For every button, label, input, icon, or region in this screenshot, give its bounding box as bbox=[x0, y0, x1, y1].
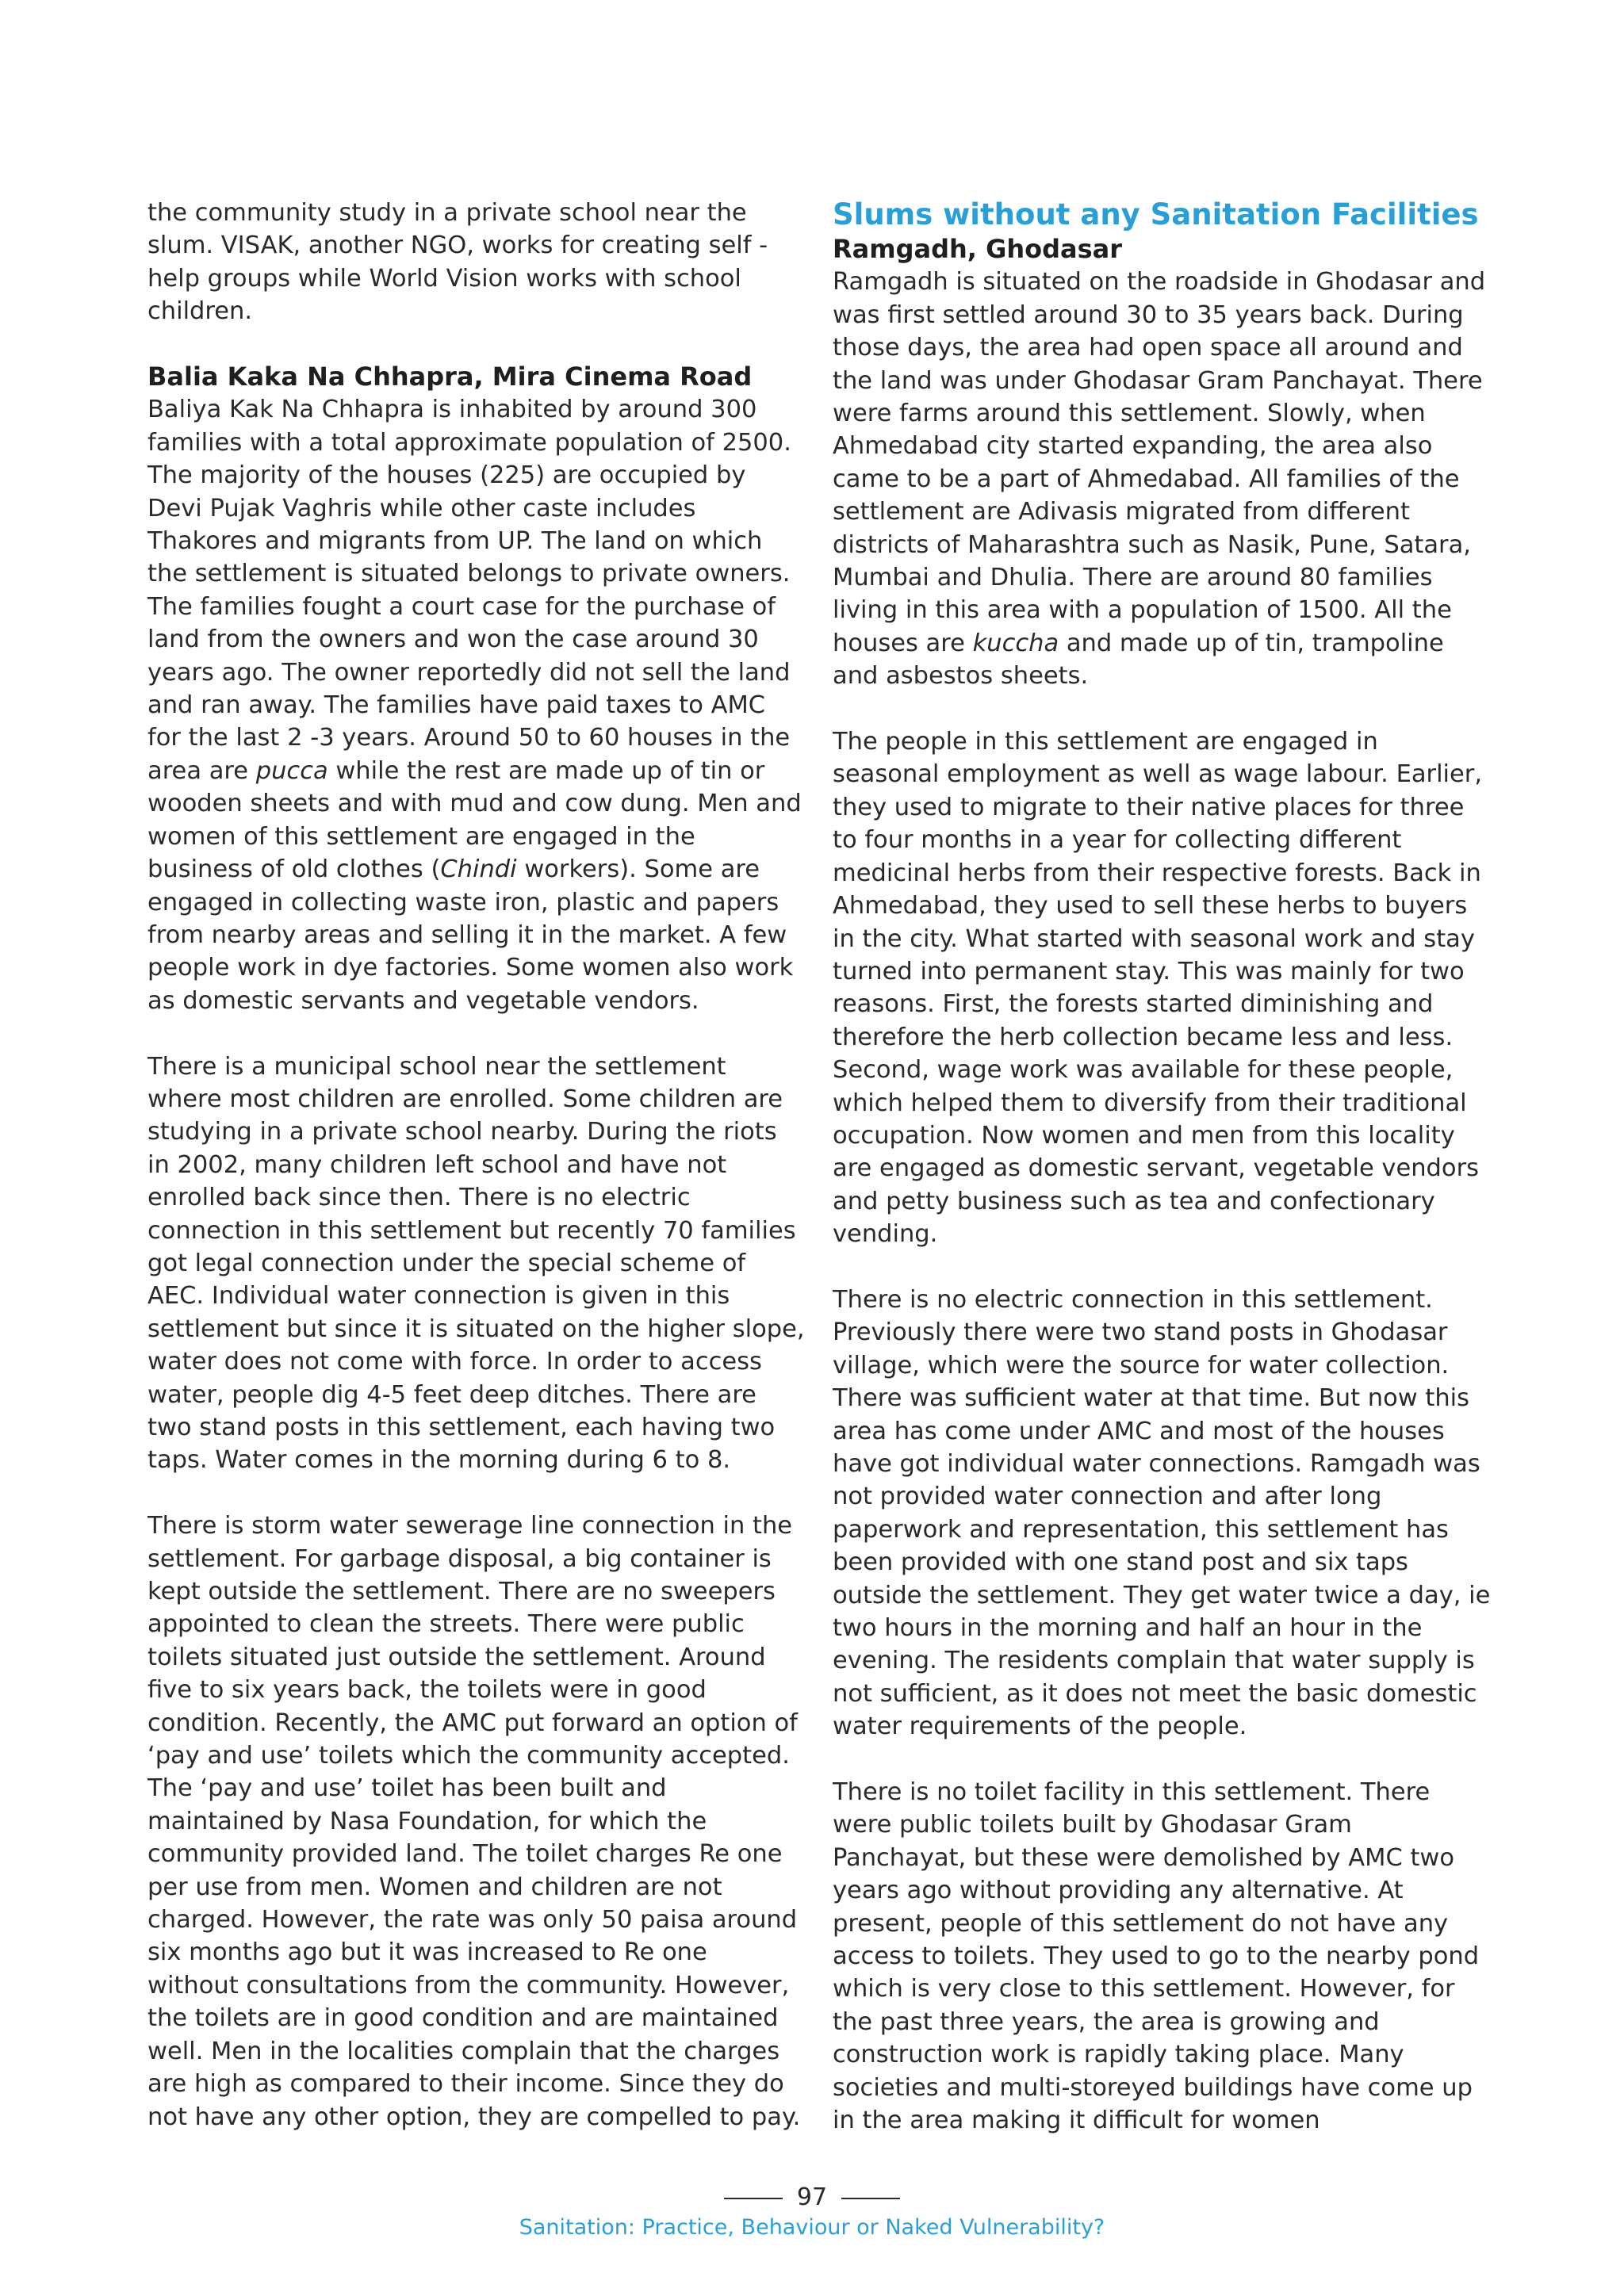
paragraph bbox=[833, 266, 1491, 692]
page-number: 97 bbox=[796, 2183, 828, 2211]
paragraph: There is no toilet facility in this settlement. There were public toilets built by Ghodasar Gram Panchayat, but these were demolished by AMC two years ago without providing any alternative. At present, people of this settlement do not have any access to toilets. They used to go to the nearby pond which is very close to this settlement. However, for the past three years, the area is growing and construction work is rapidly taking place. Many societies and multi-storeyed buildings have come up in the area making it difficult for women bbox=[833, 1778, 1480, 2135]
subheading: Ramgadh, Ghodasar bbox=[833, 234, 1123, 264]
text-run: Ramgadh is situated on the roadside in Ghodasar and was first settled around 30 to 35 years back. During those days, the area had open space all around and the land was under Ghodasar Gram Panchayat. There were farms around this settlement. Slowly, when Ahmedabad city started expanding, the area also came to be a part of Ahmedabad. All families of the settlement are Adivasis migrated from different districts of Maharashtra such as Nasik, Pune, Satara, Mumbai and Dhulia. There are around 80 families living in this area with a population of 1500. All the houses are bbox=[833, 268, 1486, 657]
paragraph: the community study in a private school near the slum. VISAK, another NGO, works for creating self -help groups while World Vision works with school children. bbox=[147, 199, 768, 326]
text-run: while the rest are made up of tin or wooden sheets and with mud and cow dung. Men and women of this settlement are engaged in the business of old clothes ( bbox=[147, 756, 802, 884]
paragraph: There is no electric connection in this settlement. Previously there were two stand posts in Ghodasar village, which were the source for water collection. There was sufficient water at that time. But now this area has come under AMC and most of the houses have got individual water connections. Ramgadh was not provided water connection and after long paperwork and representation, this settlement has been provided with one stand post and six taps outside the settlement. They get water twice a day, ie two hours in the morning and half an hour in the evening. The residents complain that water supply is not sufficient, as it does not meet the basic domestic water requirements of the people. bbox=[833, 1285, 1491, 1741]
text-run: workers). Some are engaged in collecting waste iron, plastic and papers from nearby areas and selling it in the market. A few people work in dye factories. Some women also work as domestic servants and vegetable vendors. bbox=[147, 855, 794, 1015]
running-title: Sanitation: Practice, Behaviour or Naked Vulnerability? bbox=[519, 2215, 1105, 2240]
right-column bbox=[833, 197, 1491, 2137]
paragraph: The people in this settlement are engaged in seasonal employment as well as wage labour. Earlier, they used to migrate to their native places for three to four months in a year for collecting different medicinal herbs from their respective forests. Back in Ahmedabad, they used to sell these herbs to buyers in the city. What started with seasonal work and stay turned into permanent stay. This was mainly for two reasons. First, the forests started diminishing and therefore the herb collection became less and less. Second, wage work was available for these people, which helped them to diversify from their traditional occupation. Now women and men from this locality are engaged as domestic servant, vegetable vendors and petty business such as tea and confectionary vending. bbox=[833, 728, 1483, 1249]
divider bbox=[841, 2198, 900, 2199]
paragraph: There is storm water sewerage line connection in the settlement. For garbage disposal, a big container is kept outside the settlement. There are no sweepers appointed to clean the streets. There were public toilets situated just outside the settlement. Around five to six years back, the toilets were in good condition. Recently, the AMC put forward an option of ‘pay and use’ toilets which the community accepted. The ‘pay and use’ toilet has been built and maintained by Nasa Foundation, for which the community provided land. The toilet charges Re one per use from men. Women and children are not charged. However, the rate was only 50 paisa around six months ago but it was increased to Re one without consultations from the community. However, the toilets are in good condition and are maintained well. Men in the localities complain that the charges are high as compared to their income. Since they do not have any other option, they are compelled to pay. bbox=[147, 1512, 801, 2131]
paragraph: There is a municipal school near the settlement where most children are enrolled. Some children are studying in a private school nearby. During the riots in 2002, many children left school and have not enrolled back since then. There is no electric connection in this settlement but recently 70 families got legal connection under the special scheme of AEC. Individual water connection is given in this settlement but since it is situated on the higher slope, water does not come with force. In order to access water, people dig 4-5 feet deep ditches. There are two stand posts in this settlement, each having two taps. Water comes in the morning during 6 to 8. bbox=[147, 1052, 805, 1475]
paragraph bbox=[147, 393, 806, 1017]
page-number-line bbox=[0, 2182, 1624, 2214]
italic-term: Chindi bbox=[440, 855, 517, 884]
text-run: and made up of tin, trampoline and asbestos sheets. bbox=[833, 629, 1444, 691]
section-title: Slums without any Sanitation Facilities bbox=[833, 197, 1479, 232]
italic-term: kuccha bbox=[972, 629, 1059, 657]
subheading: Balia Kaka Na Chhapra, Mira Cinema Road bbox=[147, 362, 753, 392]
divider bbox=[724, 2198, 783, 2199]
text-run: Baliya Kak Na Chhapra is inhabited by around 300 families with a total approximate population of 2500. The majority of the houses (225) are occupied by Devi Pujak Vaghris while other caste includes Thakores and migrants from UP. The land on which the settlement is situated belongs to private owners. The families fought a court case for the purchase of land from the owners and won the case around 30 years ago. The owner reportedly did not sell the land and ran away. The families have paid taxes to AMC for the last 2 -3 years. Around 50 to 60 houses in the area are bbox=[147, 396, 791, 785]
left-column bbox=[147, 197, 806, 2133]
italic-term: pucca bbox=[255, 756, 328, 785]
